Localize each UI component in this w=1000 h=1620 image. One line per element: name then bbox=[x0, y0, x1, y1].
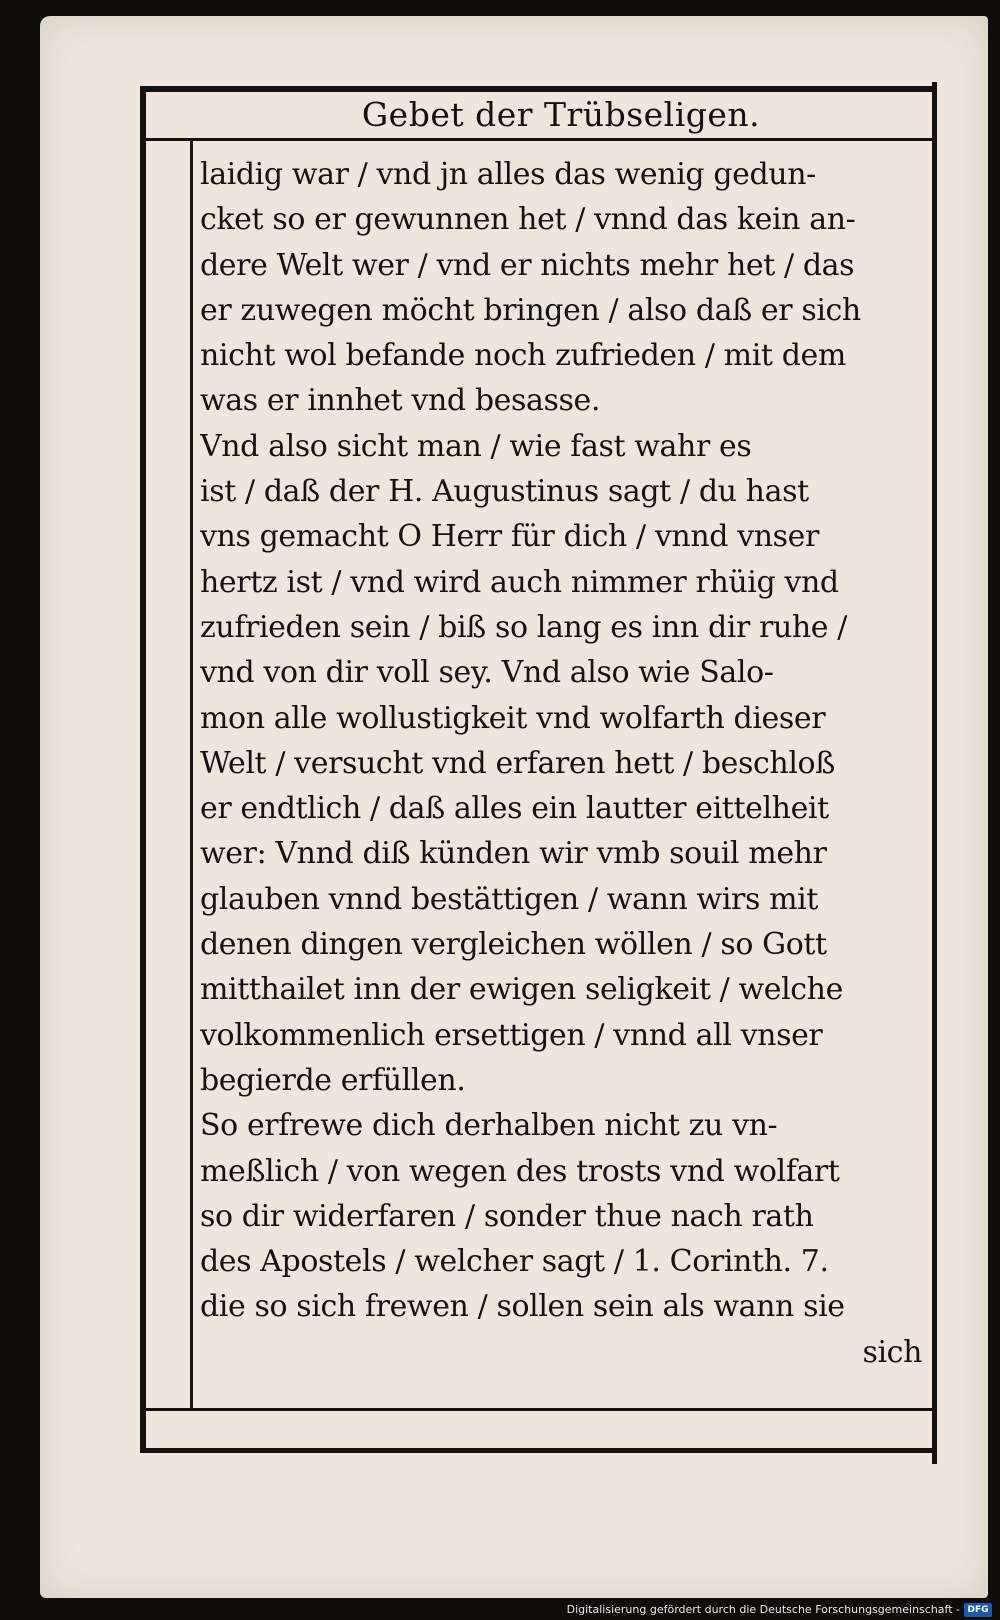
text-line: vns gemacht O Herr für dich / vnnd vnser bbox=[200, 519, 819, 555]
inner-bottom-rule bbox=[146, 1408, 932, 1411]
catchword: sich bbox=[862, 1334, 922, 1370]
frame-left-rule bbox=[140, 92, 146, 1452]
text-line: dere Welt wer / vnd er nichts mehr het / das bbox=[200, 247, 855, 283]
text-line: mitthailet inn der ewigen seligkeit / welche bbox=[200, 972, 843, 1008]
text-line: laidig war / vnd jn alles das wenig gedun- bbox=[200, 157, 816, 192]
text-line: So erfrewe dich derhalben nicht zu vn- bbox=[200, 1108, 778, 1144]
text-line: volkommenlich ersettigen / vnnd all vnser bbox=[200, 1017, 823, 1053]
text-line: zufrieden sein / biß so lang es inn dir ruhe / bbox=[200, 609, 848, 645]
text-line: hertz ist / vnd wird auch nimmer rhüig vnd bbox=[200, 564, 839, 600]
text-line: vnd von dir voll sey. Vnd also wie Salo- bbox=[200, 655, 774, 691]
header-rule bbox=[146, 138, 932, 141]
text-line: Welt / versucht vnd erfaren hett / beschloß bbox=[200, 745, 835, 781]
text-line: cket so er gewunnen het / vnnd das kein an- bbox=[200, 202, 856, 238]
text-line: was er innhet vnd besasse. bbox=[200, 383, 600, 419]
text-line: mon alle wollustigkeit vnd wolfarth dieser bbox=[200, 700, 826, 736]
text-line: er zuwegen möcht bringen / also daß er sich bbox=[200, 292, 861, 328]
text-line: er endtlich / daß alles ein lautter eittelheit bbox=[200, 791, 829, 827]
text-line: meßlich / von wegen des trosts vnd wolfart bbox=[200, 1153, 840, 1189]
text-line: so dir widerfaren / sonder thue nach rath bbox=[200, 1198, 814, 1234]
dfg-logo-icon: DFG bbox=[964, 1603, 992, 1617]
frame-right-rule bbox=[932, 82, 937, 1464]
text-line: des Apostels / welcher sagt / 1. Corinth. 7. bbox=[200, 1244, 829, 1280]
inner-margin-rule bbox=[190, 140, 193, 1410]
running-head: Gebet der Trübseligen. bbox=[361, 95, 761, 134]
text-line: nicht wol befande noch zufrieden / mit dem bbox=[200, 338, 846, 374]
text-line: wer: Vnnd diß künden wir vmb souil mehr bbox=[200, 836, 827, 872]
text-line: die so sich frewen / sollen sein als wann sie bbox=[200, 1289, 845, 1325]
text-line: ist / daß der H. Augustinus sagt / du hast bbox=[200, 474, 809, 510]
text-line: denen dingen vergleichen wöllen / so Gott bbox=[200, 927, 827, 963]
text-line: glauben vnnd bestättigen / wann wirs mit bbox=[200, 881, 818, 917]
text-line: Vnd also sicht man / wie fast wahr es bbox=[200, 428, 752, 464]
frame-bottom-rule bbox=[140, 1448, 937, 1453]
text-block bbox=[200, 152, 926, 1375]
footer-credit: Digitalisierung gefördert durch die Deutsche Forschungsgemeinschaft - bbox=[566, 1603, 960, 1616]
text-line: begierde erfüllen. bbox=[200, 1062, 466, 1098]
